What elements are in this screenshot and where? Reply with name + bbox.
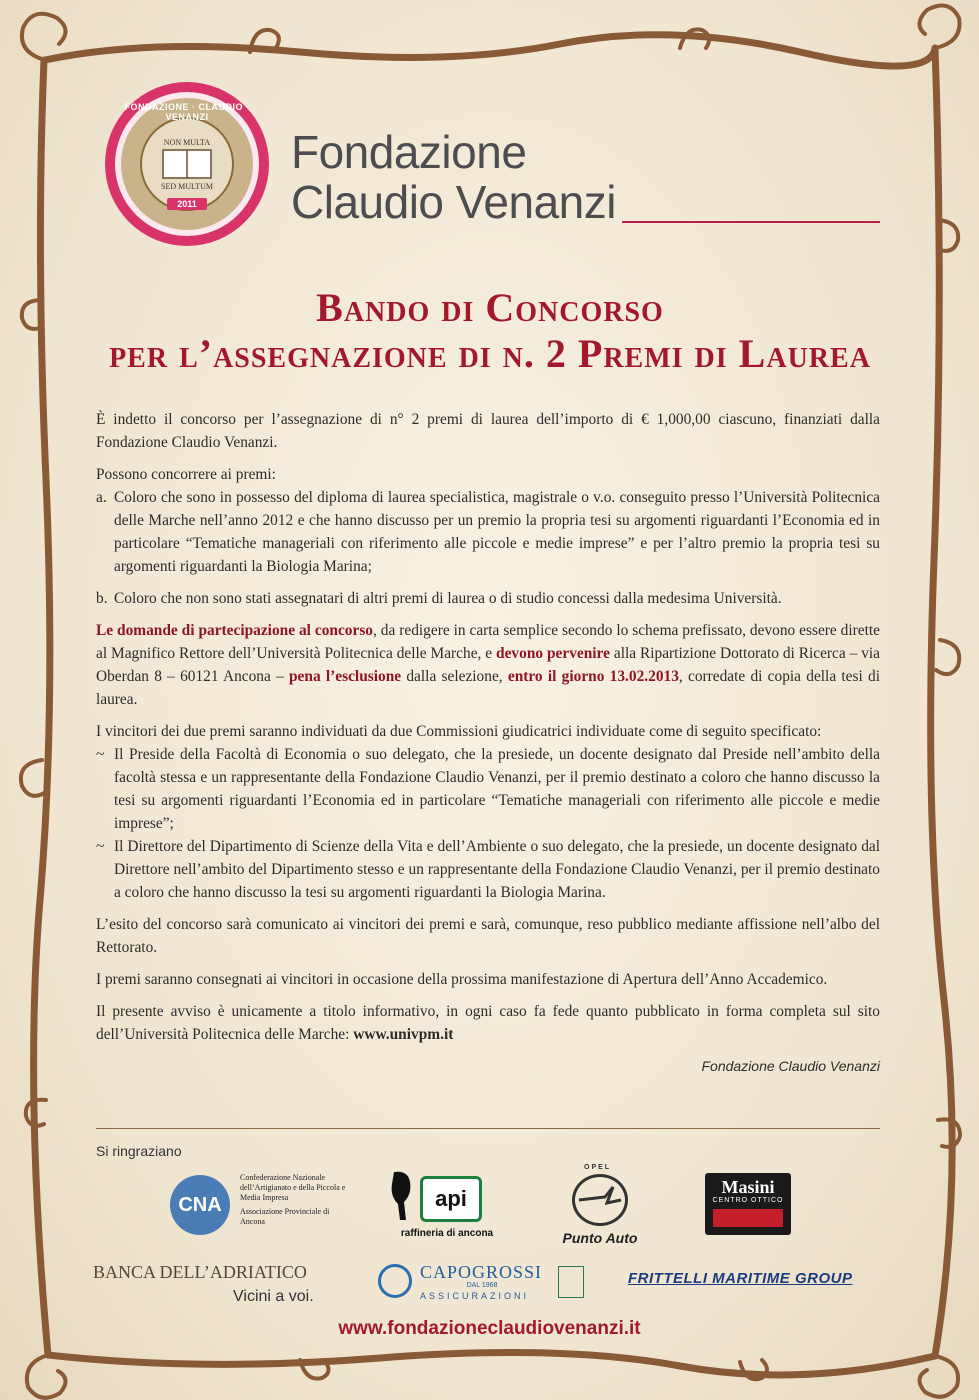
commission-item-1 [96,743,880,835]
eligibility-b-text: Coloro che non sono stati assegnatari di altri premi di laurea o di studio concessi dalla medesima Università. [114,590,782,607]
application-bold-1: Le domande di partecipazione al concorso [96,622,374,639]
cna-fullname: Confederazione Nazionale dell’Artigianato e della Piccola e Media Impresa [240,1173,346,1202]
opel-logo [550,1164,660,1252]
notice-text: Il presente avviso è unicamente a titolo informativo, in ogni caso fa fede quanto pubblicato in forma completa sul sito dell’Università Politecnica delle Marche: [96,1003,880,1043]
commission-item-2 [96,835,880,904]
cna-logo [170,1170,350,1240]
eligibility-a-text: Coloro che sono in possesso del diploma di laurea specialistica, magistrale o v.o. conseguito presso l’Università Politecnica delle Marche nell’anno 2012 e che hanno discusso per un premio la propria tesi su argomenti riguardanti l’Economia ed in particolare “Tematiche manageriali con riferimento alle piccole e medie imprese” e per l’altro premio la propria tesi su argomenti riguardanti la Biologia Marina; [114,489,880,575]
foundation-website-link[interactable]: www.fondazioneclaudiovenanzi.it [338,1318,641,1339]
eligibility-item-a [96,486,880,578]
seal-texts [103,80,271,248]
capogrossi-badge-icon [558,1266,584,1298]
capogrossi-swirl-icon [378,1264,412,1298]
opel-caption: Punto Auto [562,1230,638,1246]
api-caption: raffineria di ancona [400,1228,494,1239]
seal-motto-top: NON MULTA [163,138,211,147]
application-bold-3: pena l’esclusione [289,668,402,685]
thanks-label: Si ringraziano [96,1143,182,1159]
api-mark: api [420,1176,482,1222]
announcement-body [96,408,880,1078]
cna-caption [240,1173,350,1227]
notice-paragraph [96,1000,880,1046]
opel-ring-icon [572,1174,628,1226]
eligibility-heading: Possono concorrere ai premi: [96,466,276,483]
commission-2-text: Il Direttore del Dipartimento di Scienze della Vita e dell’Ambiente o suo delegato, che la presiede, un docente designato dal Direttore nell’ambito del Dipartimento stesso e un rappresentante della Fondazione Claudio Venanzi, per il premio destinato a coloro che hanno discusso la tesi su argomenti riguardanti la Biologia Marina. [114,838,880,901]
application-paragraph [96,619,880,711]
horse-icon [388,1168,416,1224]
seal-motto-bottom: SED MULTUM [161,182,213,191]
banca-slogan: Vicini a voi. [233,1288,314,1305]
foundation-name-line1: Fondazione [291,126,527,178]
seal-year: 2011 [177,199,197,209]
masini-logo [705,1173,791,1235]
commission-2-marker: ~ [96,838,105,855]
capogrossi-subtitle: ASSICURAZIONI [420,1291,530,1301]
application-deadline: entro il giorno 13.02.2013 [507,668,679,685]
eligibility-a-marker: a. [96,489,107,506]
application-text-4: , corredate di copia della tesi di laurea. [96,668,880,708]
api-logo [388,1168,508,1248]
masini-band [713,1209,783,1227]
eligibility-item-b [96,587,880,610]
opel-mark: OPEL [584,1164,612,1171]
foundation-name-line2: Claudio Venanzi [291,176,616,228]
brand-underline [622,221,880,223]
application-text-2: alla Ripartizione Dottorato di Ricerca – via Oberdan 8 – 60121 Ancona – [96,645,881,685]
intro-paragraph: È indetto il concorso per l’assegnazione di n° 2 premi di laurea dell’importo di € 1,000,00 ciascuno, finanziati dalla Fondazione Claudio Venanzi. [96,411,880,451]
cna-subtitle: Associazione Provinciale di Ancona [240,1207,330,1226]
title-line2: per l’assegnazione di n. 2 Premi di Laurea [109,331,871,376]
capogrossi-logo [378,1262,588,1306]
title-line1: Bando di Concorso [316,285,664,330]
commission-intro: I vincitori dei due premi saranno individuati da due Commissioni giudicatrici individuate come di seguito specificato: [96,723,822,740]
application-bold-2: devono pervenire [496,645,610,662]
frittelli-logo [628,1268,888,1296]
eligibility-b-marker: b. [96,590,108,607]
outcome-paragraph: L’esito del concorso sarà comunicato ai vincitori dei premi e sarà, comunque, reso pubblico mediante affissione nell’albo del Rettorato. [96,916,880,956]
footer-divider [96,1128,880,1129]
page-title [60,285,920,377]
banca-name: BANCA DELL’ADRIATICO [93,1262,307,1282]
application-text-1: , da redigere in carta semplice secondo lo schema prefissato, devono essere dirette al Magnifico Rettore dell’Università Politecnica delle Marche, e [96,622,880,662]
masini-name: Masini [721,1177,775,1197]
capogrossi-since: DAL 1968 [466,1282,498,1289]
cna-mark: CNA [170,1175,230,1235]
signature: Fondazione Claudio Venanzi [701,1058,880,1074]
foundation-name [291,127,891,227]
capogrossi-name: CAPOGROSSI [420,1262,543,1282]
commission-1-marker: ~ [96,746,105,763]
university-link[interactable]: www.univpm.it [353,1026,454,1043]
seal-ring-text: FONDAZIONE · CLAUDIO · VENANZI [124,102,250,122]
application-text-3: dalla selezione, [401,668,508,685]
commission-1-text: Il Preside della Facoltà di Economia o suo delegato, che la presiede, un docente designato dal Preside nell’ambito della facoltà stessa e un rappresentante della Fondazione Claudio Venanzi, per il premio destinato a coloro che hanno discusso la tesi su argomenti riguardanti l’Economia ed in particolare “Tematiche manageriali con riferimento alle piccole e medie imprese”; [114,746,880,832]
delivery-paragraph: I premi saranno consegnati ai vincitori in occasione della prossima manifestazione di Apertura dell’Anno Accademico. [96,971,828,988]
banca-adriatico-logo [93,1262,333,1312]
masini-subtitle: CENTRO OTTICO [712,1197,784,1204]
frittelli-name: FRITTELLI MARITIME GROUP [628,1270,853,1287]
